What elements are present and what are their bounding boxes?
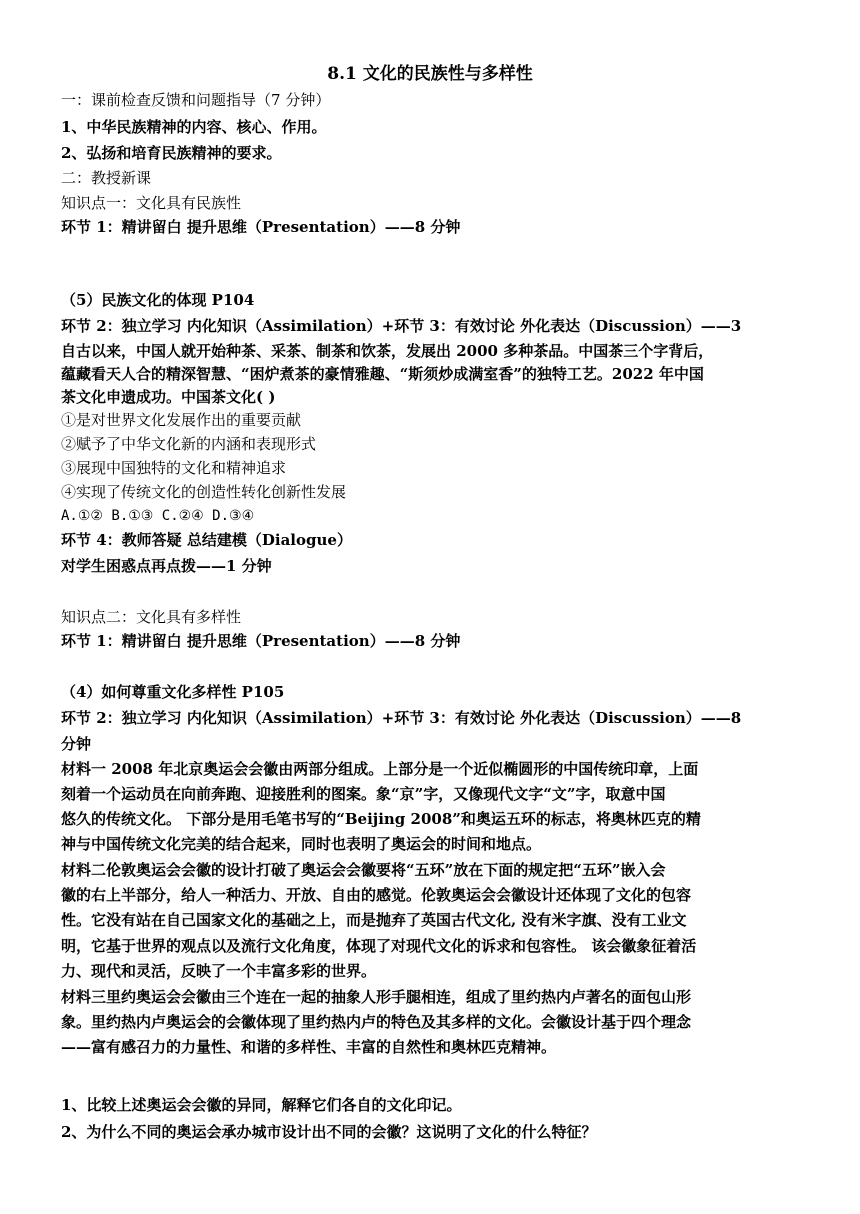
material-line: ——富有感召力的力量性、和谐的多样性、丰富的自然性和奥林匹克精神。 [61, 1038, 557, 1056]
answer-choices: A.①② B.①③ C.②④ D.③④ [61, 508, 255, 524]
kp1-step1: 环节 1：精讲留白 提升思维（Presentation）——8 分钟 [61, 218, 461, 236]
material-line: 材料一 2008 年北京奥运会会徽由两部分组成。上部分是一个近似椭圆形的中国传统印章，上面 [61, 760, 699, 778]
option-item: ④实现了传统文化的创造性转化创新性发展 [61, 483, 347, 501]
kp1-step4: 环节 4：教师答疑 总结建模（Dialogue） [61, 531, 352, 549]
material-line: 象。里约热内卢奥运会的会徽体现了里约热内卢的特色及其多样的文化。会徽设计基于四个理念 [61, 1013, 692, 1031]
section-heading: 一：课前检查反馈和问题指导（7 分钟） [61, 91, 331, 109]
material-line: 徽的右上半部分，给人一种活力、开放、自由的感觉。伦敦奥运会会徽设计还体现了文化的包容 [61, 886, 692, 904]
kp2-step1: 环节 1：精讲留白 提升思维（Presentation）——8 分钟 [61, 632, 461, 650]
kp2-step23-cont: 分钟 [61, 735, 92, 753]
option-item: ③展现中国独特的文化和精神追求 [61, 459, 287, 477]
material-line: 明，它基于世界的观点以及流行文化角度，体现了对现代文化的诉求和包容性。 该会徽象征着活 [61, 937, 697, 955]
kp2-heading: 知识点二：文化具有多样性 [61, 608, 242, 626]
material-line: 性。它没有站在自己国家文化的基础之上，而是抛弃了英国古代文化, 没有米字旗、没有工业文 [61, 911, 687, 929]
material-line: 材料三里约奥运会会徽由三个连在一起的抽象人形手腿相连，组成了里约热内卢著名的面包山形 [61, 988, 692, 1006]
section-heading: 二：教授新课 [61, 169, 152, 187]
list-item: 2、弘扬和培育民族精神的要求。 [61, 144, 282, 162]
kp1-step23: 环节 2：独立学习 内化知识（Assimilation）+环节 3：有效讨论 外化表达（Discussion）——3 [61, 317, 742, 335]
kp1-step4-desc: 对学生困惑点再点拨——1 分钟 [61, 557, 272, 575]
page-title: 8.1 文化的民族性与多样性 [327, 64, 533, 84]
material-line: 自古以来，中国人就开始种茶、采茶、制茶和饮茶，发展出 2000 多种茶品。中国茶三个字背后， [61, 342, 714, 360]
kp1-heading: 知识点一：文化具有民族性 [61, 194, 242, 212]
material-line: 刻着一个运动员在向前奔跑、迎接胜利的图案。象“京”字，又像现代文字“文”字，取意中国 [61, 785, 666, 803]
material-line: 神与中国传统文化完美的结合起来，同时也表明了奥运会的时间和地点。 [61, 835, 542, 853]
material-line: 材料二伦敦奥运会会徽的设计打破了奥运会会徽要将“五环”放在下面的规定把“五环”嵌入会 [61, 861, 666, 879]
list-item: 1、中华民族精神的内容、核心、作用。 [61, 118, 327, 136]
list-item: （5）民族文化的体现 P104 [61, 291, 255, 309]
question-item: 2、为什么不同的奥运会承办城市设计出不同的会徽？这说明了文化的什么特征？ [61, 1123, 597, 1141]
material-line: 力、现代和灵活，反映了一个丰富多彩的世界。 [61, 962, 377, 980]
material-line: 悠久的传统文化。 下部分是用毛笔书写的“Beijing 2008”和奥运五环的标志，将奥林匹克的精 [61, 810, 701, 828]
list-item: （4）如何尊重文化多样性 P105 [61, 683, 285, 701]
kp2-step23: 环节 2：独立学习 内化知识（Assimilation）+环节 3：有效讨论 外化表达（Discussion）——8 [61, 709, 742, 727]
material-line: 蕴藏看天人合的精深智慧、“困炉煮茶的豪情雅趣、“斯须炒成满室香”的独特工艺。2022 年中国 [61, 365, 704, 383]
material-line: 茶文化申遗成功。中国茶文化( ) [61, 388, 276, 406]
question-item: 1、比较上述奥运会会徽的异同，解释它们各自的文化印记。 [61, 1096, 462, 1114]
option-item: ①是对世界文化发展作出的重要贡献 [61, 411, 302, 429]
option-item: ②赋予了中华文化新的内涵和表现形式 [61, 435, 317, 453]
